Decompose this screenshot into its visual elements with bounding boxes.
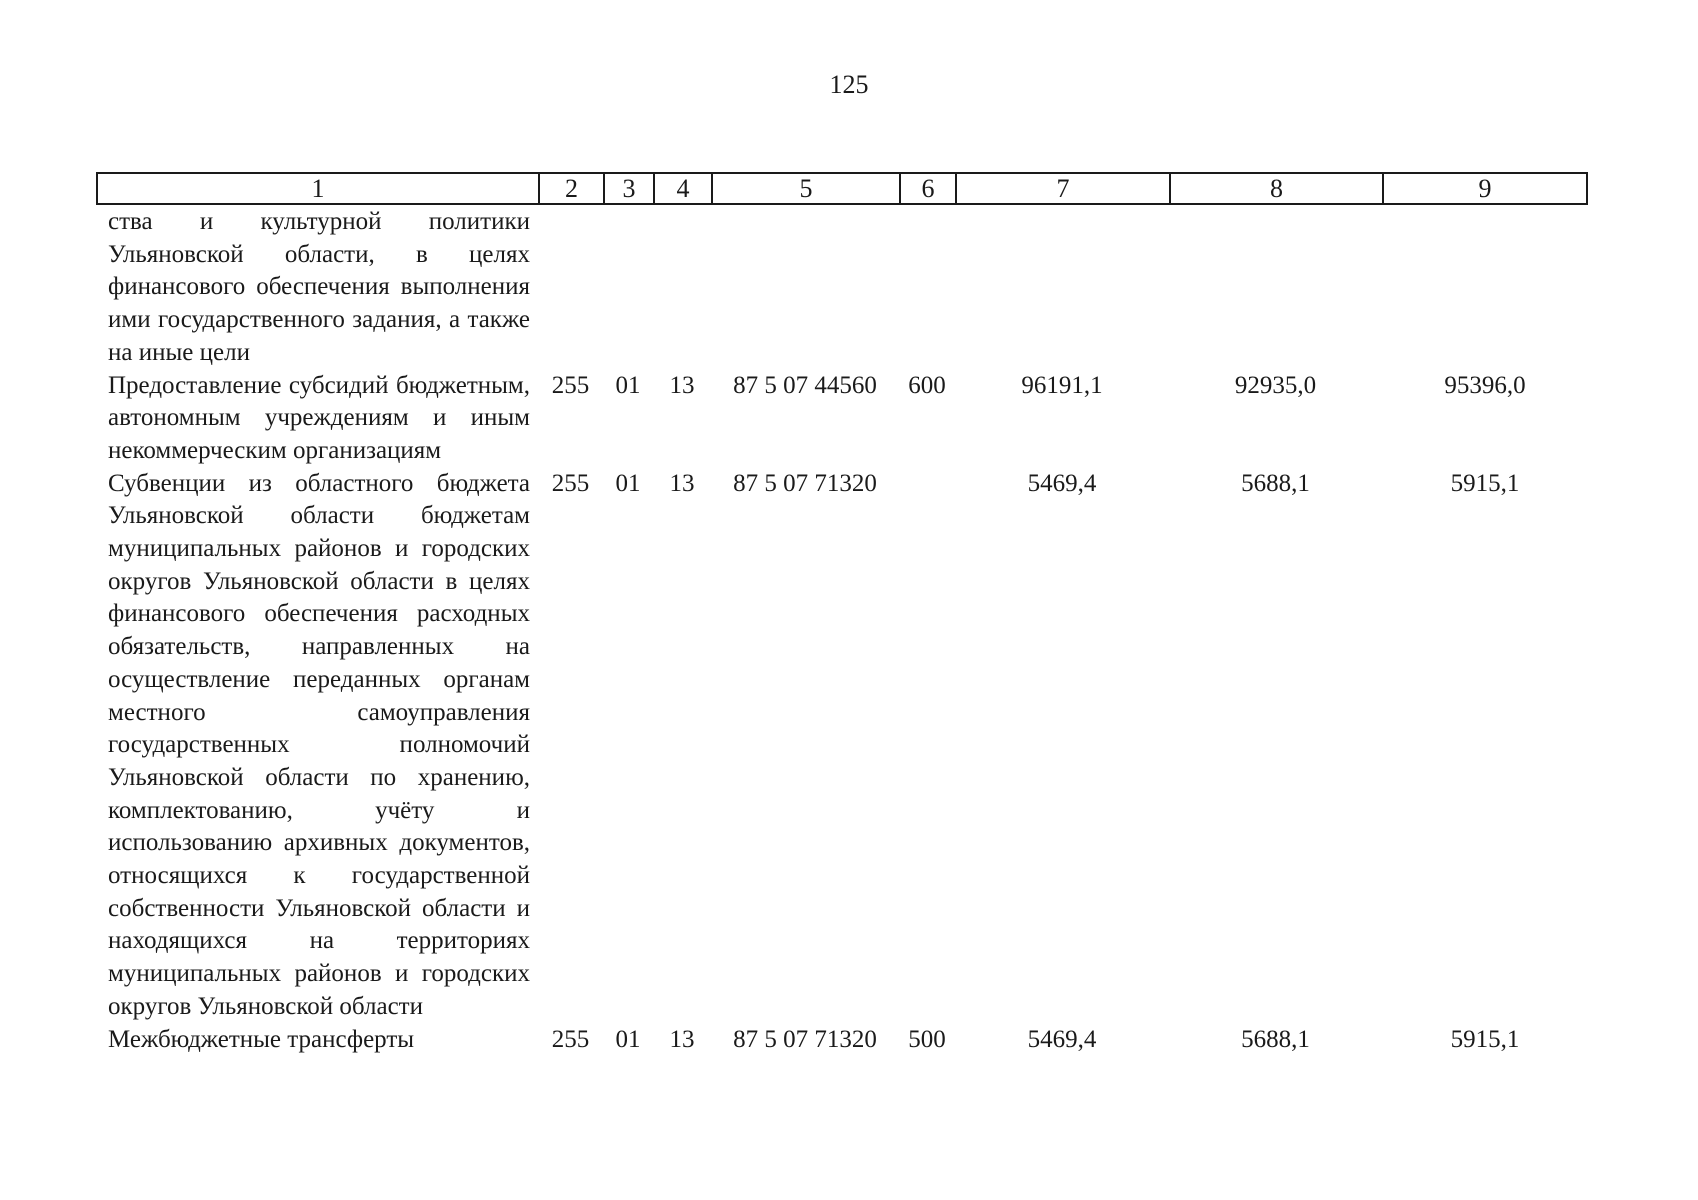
cell-col-9: 95396,0 — [1444, 371, 1526, 399]
cell-col-4 — [653, 206, 711, 370]
column-header-5: 5 — [713, 174, 901, 203]
table-header-row — [96, 172, 1588, 205]
cell-col-7: 5469,4 — [1027, 469, 1097, 497]
cell-col-3: 01 — [615, 469, 641, 497]
cell-col-7: 5469,4 — [1027, 1025, 1097, 1053]
column-header-3: 3 — [605, 174, 655, 203]
cell-col-8 — [1169, 206, 1382, 370]
cell-col-8: 92935,0 — [1234, 371, 1317, 399]
cell-col-8: 5688,1 — [1241, 1025, 1310, 1053]
cell-col-6: 500 — [908, 1025, 946, 1053]
cell-col-5: 87 5 07 44560 — [733, 371, 877, 399]
table-row — [96, 468, 1588, 1024]
cell-col-2: 255 — [551, 1025, 590, 1053]
row-description: Межбюджетные трансферты — [108, 1025, 415, 1053]
cell-col-3: 01 — [615, 1025, 641, 1053]
cell-col-4: 13 — [669, 1025, 695, 1053]
cell-col-4: 13 — [669, 469, 695, 497]
cell-col-5: 87 5 07 71320 — [733, 1025, 877, 1053]
cell-col-5: 87 5 07 71320 — [733, 469, 877, 497]
table-row — [96, 370, 1588, 468]
cell-col-2: 255 — [551, 469, 590, 497]
row-description: ства и культурной политики Ульяновской области, в целях финансового обеспечения выполнения ими государственного задания, а также на иные цели — [108, 208, 530, 366]
cell-col-3 — [603, 206, 653, 370]
column-header-4: 4 — [655, 174, 713, 203]
cell-col-9: 5915,1 — [1450, 469, 1520, 497]
cell-col-6: 600 — [908, 371, 946, 399]
cell-col-6 — [899, 206, 955, 370]
table-row — [96, 1024, 1588, 1057]
column-header-2: 2 — [540, 174, 605, 203]
cell-col-6 — [899, 468, 955, 1024]
page-number: 125 — [829, 70, 869, 99]
cell-col-9: 5915,1 — [1450, 1025, 1520, 1053]
table-body — [96, 206, 1588, 1056]
column-header-7: 7 — [957, 174, 1171, 203]
cell-col-2 — [538, 206, 603, 370]
cell-col-4: 13 — [669, 371, 695, 399]
column-header-8: 8 — [1171, 174, 1384, 203]
cell-col-5 — [711, 206, 899, 370]
column-header-1: 1 — [98, 174, 540, 203]
cell-col-9 — [1382, 206, 1588, 370]
cell-col-7: 96191,1 — [1021, 371, 1103, 399]
table-row — [96, 206, 1588, 370]
column-header-6: 6 — [901, 174, 957, 203]
cell-col-2: 255 — [551, 371, 590, 399]
cell-col-8: 5688,1 — [1241, 469, 1310, 497]
row-description: Субвенции из областного бюджета Ульяновской области бюджетам муниципальных районов и городских округов Ульяновской области в целях финансового обеспечения расходных обязательств, направленных на осуществление переданных органам местного самоуправления государственных полномочий Ульяновской области по хранению, комплектованию, учёту и использованию архивных документов, относящихся к государственной собственности Ульяновской области и находящихся на территориях муниципальных районов и городских округов Ульяновской области — [108, 469, 530, 1020]
cell-col-3: 01 — [615, 371, 641, 399]
row-description: Предоставление субсидий бюджетным, автономным учреждениям и иным некоммерческим организациям — [108, 371, 530, 464]
cell-col-7 — [955, 206, 1169, 370]
column-header-9: 9 — [1478, 174, 1492, 203]
